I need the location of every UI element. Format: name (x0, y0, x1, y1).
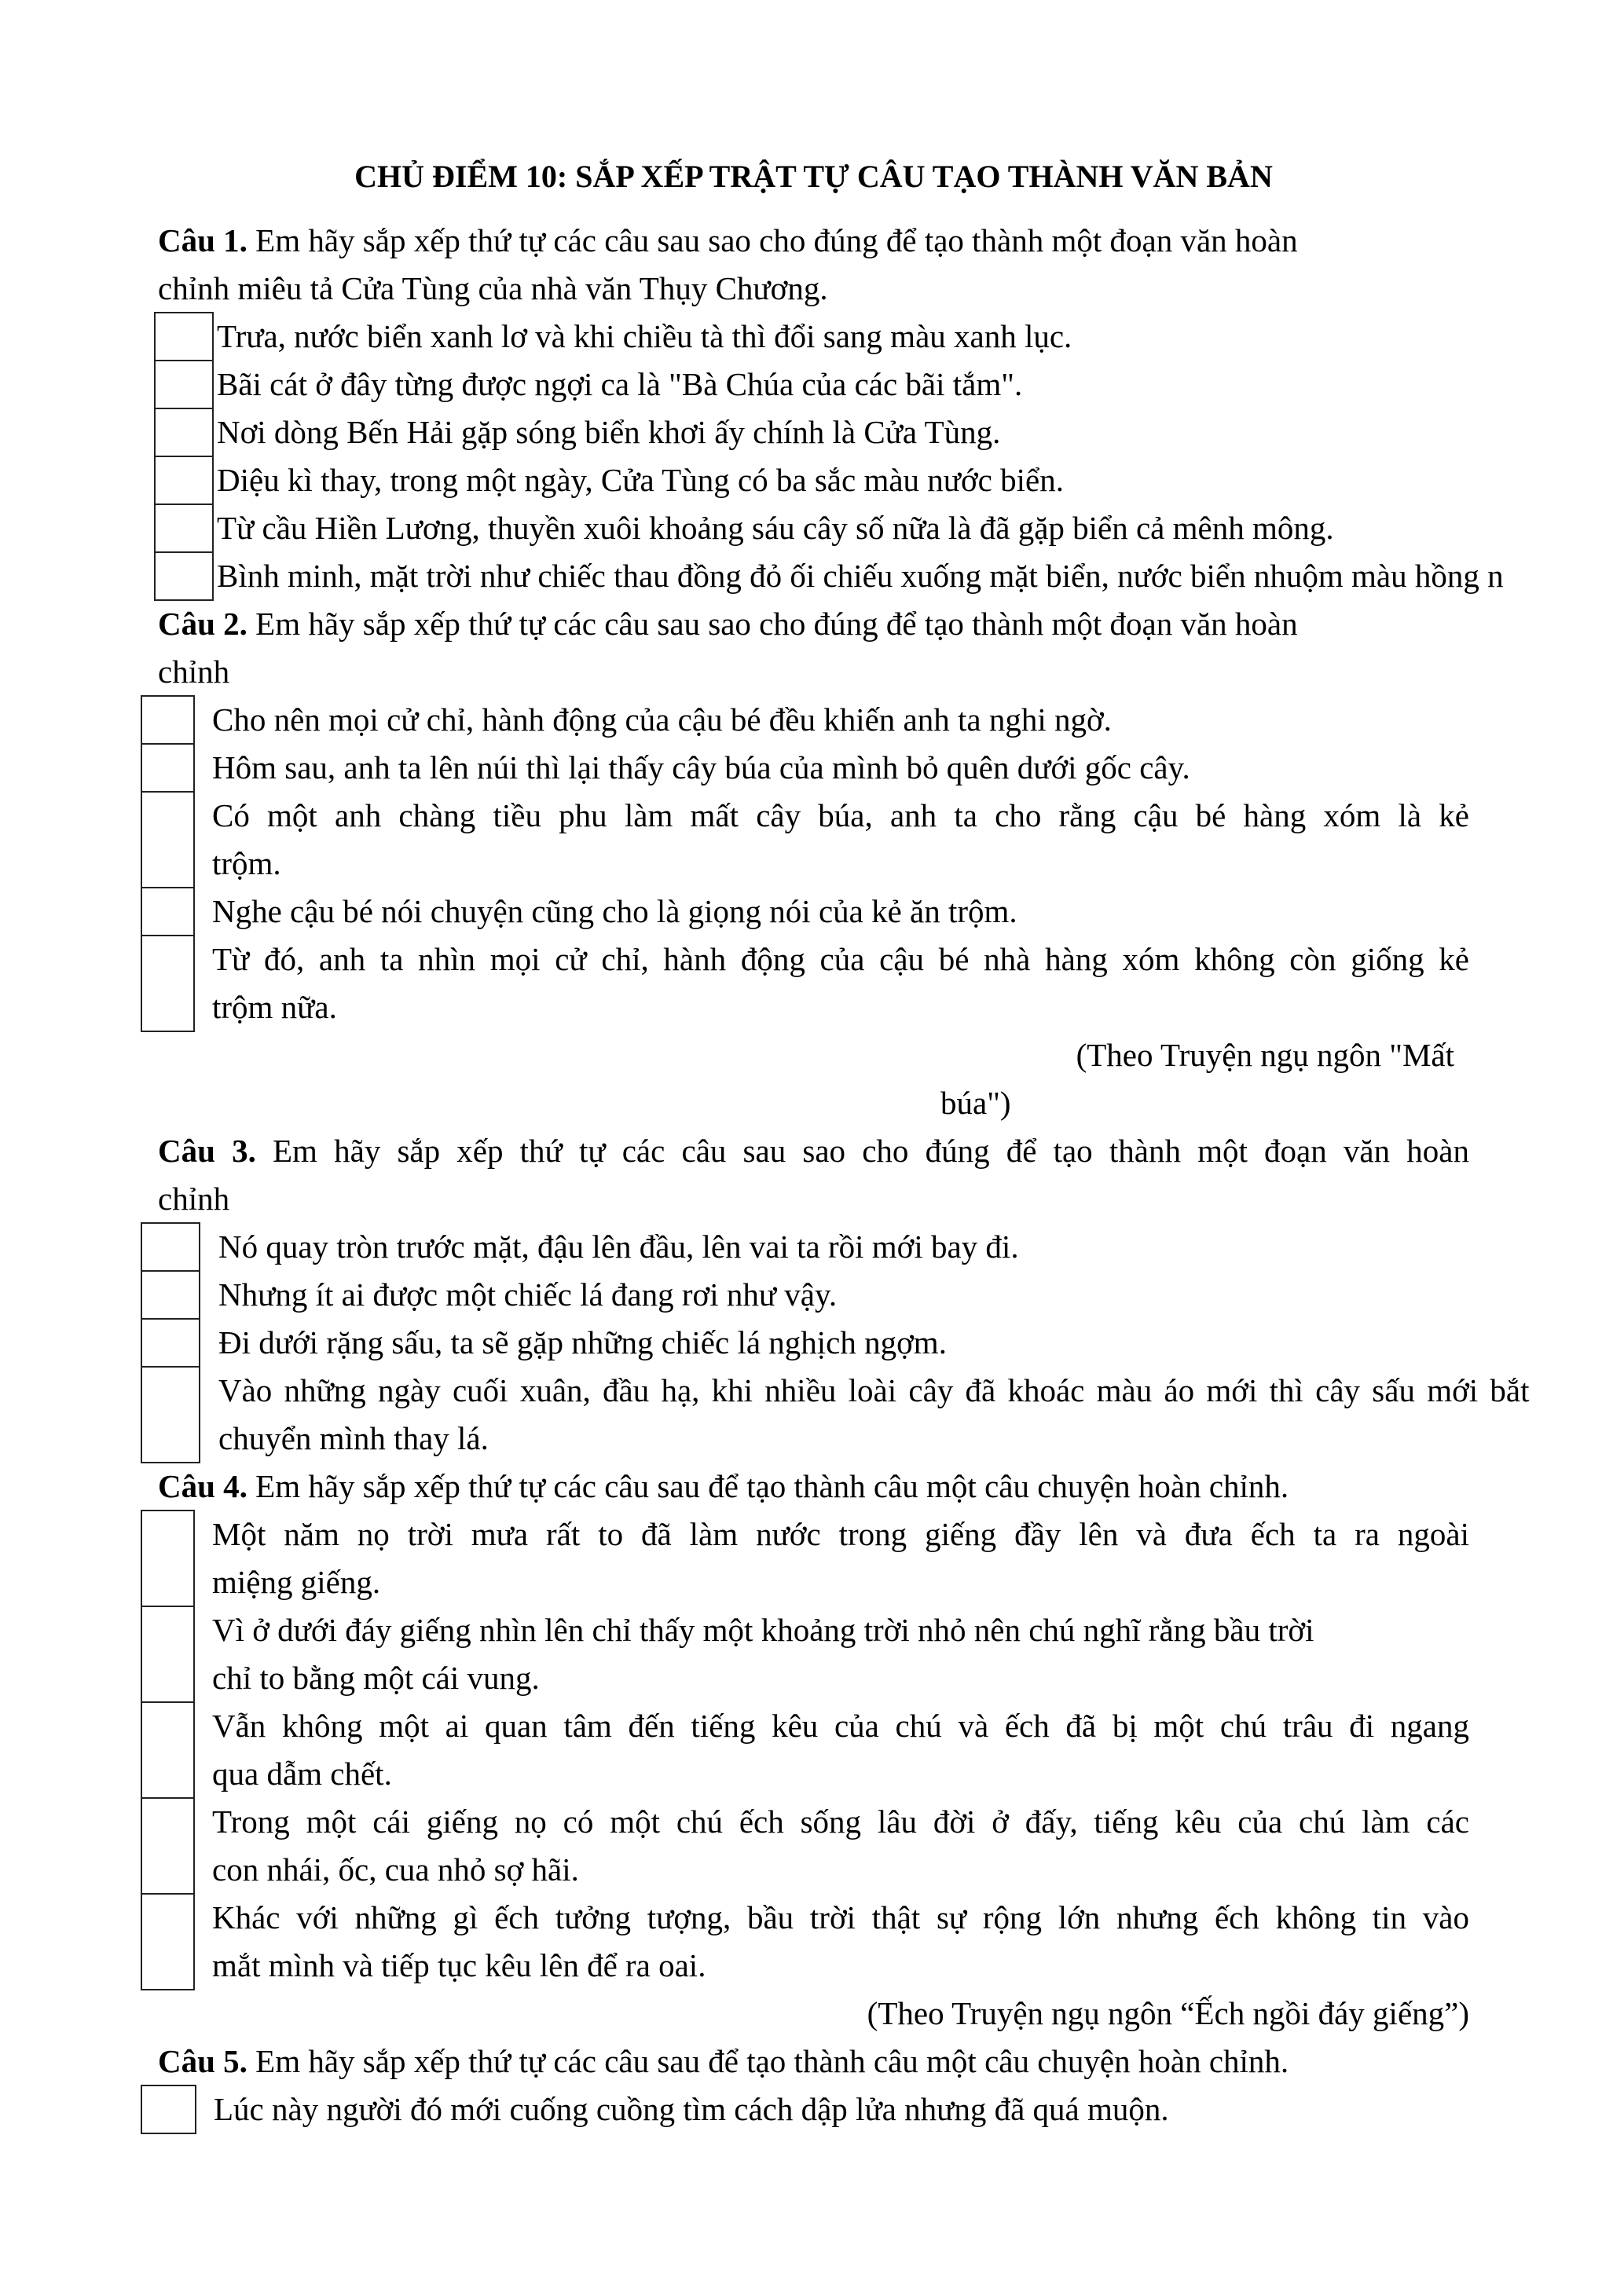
order-answer-box[interactable] (141, 1318, 200, 1368)
sentence-text: Vào những ngày cuối xuân, đầu hạ, khi nhiều loài cây đã khoác màu áo mới thì cây sấu mới bắt (218, 1372, 1530, 1408)
question-label: Câu 5. (158, 2043, 247, 2079)
order-answer-box[interactable] (154, 456, 214, 505)
question-label: Câu 1. (158, 222, 247, 258)
order-answer-box[interactable] (141, 887, 195, 936)
order-answer-box[interactable] (141, 695, 195, 745)
question-2-prompt (158, 600, 1469, 648)
sentence-text: mắt mình và tiếp tục kêu lên để ra oai. (212, 1947, 706, 1983)
sentence-item (154, 456, 1469, 504)
order-answer-box[interactable] (154, 504, 214, 553)
sentence-item (154, 313, 1469, 361)
question-1-prompt (158, 217, 1469, 265)
source-citation: (Theo Truyện ngụ ngôn "Mất (1076, 1037, 1454, 1073)
sentence-text: Trưa, nước biển xanh lơ và khi chiều tà thì đổi sang màu xanh lục. (217, 318, 1072, 354)
prompt-text: Em hãy sắp xếp thứ tự các câu sau sao cho đúng để tạo thành một đoạn văn hoàn (247, 606, 1298, 642)
prompt-text: Em hãy sắp xếp thứ tự các câu sau sao cho đúng để tạo thành một đoạn văn hoàn (247, 222, 1298, 258)
sentence-item (141, 1367, 1530, 1463)
order-answer-box[interactable] (141, 1797, 195, 1895)
sentence-text: con nhái, ốc, cua nhỏ sợ hãi. (212, 1851, 579, 1888)
source-citation: (Theo Truyện ngụ ngôn “Ếch ngồi đáy giếng”) (867, 1995, 1469, 2031)
page-title: CHỦ ĐIỂM 10: SẮP XẾP TRẬT TỰ CÂU TẠO THÀNH VĂN BẢN (354, 159, 1273, 194)
sentence-text: Nhưng ít ai được một chiếc lá đang rơi như vậy. (218, 1276, 838, 1313)
sentence-item (141, 696, 1469, 744)
order-answer-box[interactable] (141, 743, 195, 793)
sentence-text: Đi dưới rặng sấu, ta sẽ gặp những chiếc lá nghịch ngợm. (218, 1324, 947, 1360)
sentence-text: Diệu kì thay, trong một ngày, Cửa Tùng có ba sắc màu nước biển. (217, 462, 1064, 498)
sentence-text: Cho nên mọi cử chỉ, hành động của cậu bé đều khiến anh ta nghi ngờ. (212, 701, 1112, 738)
sentence-text: Nó quay tròn trước mặt, đậu lên đầu, lên vai ta rồi mới bay đi. (218, 1229, 1019, 1265)
order-answer-box[interactable] (141, 1701, 195, 1799)
question-1 (158, 217, 1504, 600)
order-answer-box[interactable] (141, 2085, 196, 2134)
sentence-text: trộm. (212, 845, 281, 881)
sentence-item (141, 1798, 1469, 1894)
sentence-text: Vẫn không một ai quan tâm đến tiếng kêu của chú và ếch đã bị một chú trâu đi ngang (212, 1708, 1469, 1744)
question-label: Câu 3. (158, 1133, 256, 1169)
order-answer-box[interactable] (141, 1510, 195, 1607)
sentence-item (141, 1319, 1469, 1367)
sentence-text: Có một anh chàng tiều phu làm mất cây búa, anh ta cho rằng cậu bé hàng xóm là kẻ (212, 797, 1469, 833)
order-answer-box[interactable] (141, 1366, 200, 1463)
prompt-text: Em hãy sắp xếp thứ tự các câu sau để tạo thành câu một câu chuyện hoàn chỉnh. (247, 1468, 1289, 1504)
question-label: Câu 2. (158, 606, 247, 642)
order-answer-box[interactable] (154, 551, 214, 601)
sentence-item (141, 888, 1469, 936)
sentence-item (154, 408, 1469, 456)
prompt-text: chỉnh (158, 1181, 230, 1217)
question-5 (158, 2038, 1469, 2133)
sentence-text: Nghe cậu bé nói chuyện cũng cho là giọng nói của kẻ ăn trộm. (212, 893, 1017, 929)
order-answer-box[interactable] (141, 1270, 200, 1320)
sentence-text: Một năm nọ trời mưa rất to đã làm nước trong giếng đầy lên và đưa ếch ta ra ngoài (212, 1516, 1469, 1552)
question-4 (158, 1463, 1469, 2038)
sentence-item (141, 1702, 1469, 1798)
sentence-text: Từ đó, anh ta nhìn mọi cử chỉ, hành động của cậu bé nhà hàng xóm không còn giống kẻ (212, 941, 1469, 977)
sentence-text: Trong một cái giếng nọ có một chú ếch sống lâu đời ở đấy, tiếng kêu của chú làm các (212, 1803, 1469, 1840)
question-3-prompt (158, 1127, 1469, 1175)
sentence-text: Lúc này người đó mới cuống cuồng tìm cách dập lửa nhưng đã quá muộn. (214, 2091, 1169, 2127)
prompt-text: Em hãy sắp xếp thứ tự các câu sau để tạo thành câu một câu chuyện hoàn chỉnh. (247, 2043, 1289, 2079)
source-citation: búa") (940, 1085, 1011, 1121)
sentence-item (141, 936, 1469, 1031)
sentence-text: trộm nữa. (212, 989, 337, 1025)
sentence-item (141, 1894, 1469, 1990)
sentence-item (154, 504, 1469, 552)
question-2 (158, 600, 1469, 1127)
sentence-item (141, 2085, 1469, 2133)
worksheet-content (158, 152, 1530, 2133)
sentence-text: Khác với những gì ếch tưởng tượng, bầu trời thật sự rộng lớn nhưng ếch không tin vào (212, 1899, 1469, 1935)
sentence-text: chỉ to bằng một cái vung. (212, 1660, 540, 1696)
sentence-text: Từ cầu Hiền Lương, thuyền xuôi khoảng sáu cây số nữa là đã gặp biển cả mênh mông. (217, 510, 1334, 546)
sentence-item (141, 1511, 1469, 1606)
sentence-item (141, 744, 1469, 792)
sentence-item (154, 361, 1469, 408)
question-5-prompt (158, 2038, 1469, 2085)
sentence-text: qua dẫm chết. (212, 1756, 392, 1792)
sentence-item (141, 792, 1469, 888)
sentence-item (141, 1271, 1469, 1319)
sentence-text: Vì ở dưới đáy giếng nhìn lên chỉ thấy một khoảng trời nhỏ nên chú nghĩ rằng bầu trời (212, 1612, 1314, 1648)
prompt-text: chỉnh (158, 654, 230, 690)
order-answer-box[interactable] (154, 360, 214, 409)
order-answer-box[interactable] (141, 791, 195, 888)
order-answer-box[interactable] (154, 408, 214, 457)
sentence-text: Bình minh, mặt trời như chiếc thau đồng đỏ ối chiếu xuống mặt biển, nước biển nhuộm màu hồng n (217, 558, 1504, 594)
sentence-text: miệng giếng. (212, 1564, 381, 1600)
order-answer-box[interactable] (141, 1893, 195, 1990)
sentence-text: chuyển mình thay lá. (218, 1420, 489, 1456)
order-answer-box[interactable] (141, 1222, 200, 1272)
prompt-text: Em hãy sắp xếp thứ tự các câu sau sao cho đúng để tạo thành một đoạn văn hoàn (255, 1133, 1469, 1169)
order-answer-box[interactable] (141, 1606, 195, 1703)
question-4-prompt (158, 1463, 1469, 1511)
sentence-text: Bãi cát ở đây từng được ngợi ca là "Bà Chúa của các bãi tắm". (217, 366, 1023, 402)
question-3 (158, 1127, 1530, 1463)
question-label: Câu 4. (158, 1468, 247, 1504)
sentence-item (141, 1223, 1469, 1271)
prompt-text: chỉnh miêu tả Cửa Tùng của nhà văn Thụy Chương. (158, 270, 828, 306)
sentence-text: Nơi dòng Bến Hải gặp sóng biển khơi ấy chính là Cửa Tùng. (217, 414, 1001, 450)
order-answer-box[interactable] (154, 312, 214, 361)
sentence-item (141, 1606, 1469, 1702)
sentence-text: Hôm sau, anh ta lên núi thì lại thấy cây búa của mình bỏ quên dưới gốc cây. (212, 749, 1190, 785)
order-answer-box[interactable] (141, 935, 195, 1032)
sentence-item (154, 552, 1504, 600)
